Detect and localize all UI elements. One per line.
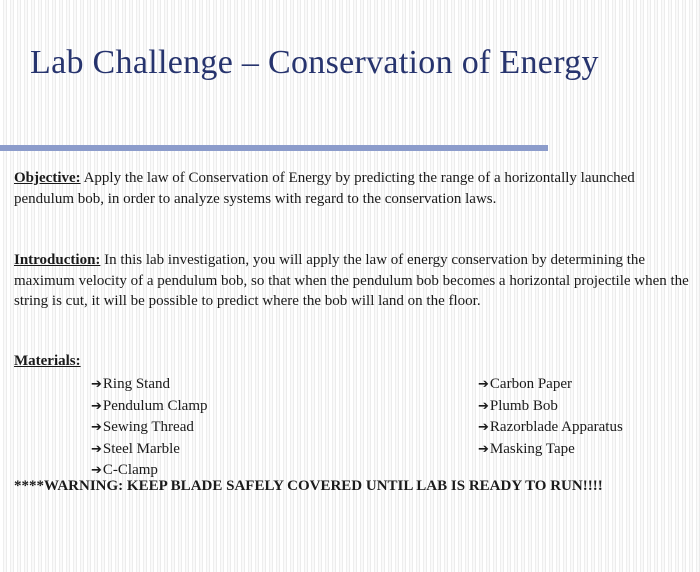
material-item: ➔Sewing Thread: [91, 419, 194, 435]
arrow-right-icon: ➔: [478, 441, 489, 457]
arrow-right-icon: ➔: [478, 377, 489, 392]
slide-title: Lab Challenge – Conservation of Energy: [30, 44, 599, 81]
material-item: ➔Masking Tape: [478, 440, 575, 457]
arrow-right-icon: ➔: [91, 463, 102, 478]
arrow-right-icon: ➔: [91, 377, 102, 392]
material-item: ➔Pendulum Clamp: [91, 397, 208, 414]
material-item: ➔C-Clamp: [91, 462, 158, 478]
material-item: ➔Carbon Paper: [478, 376, 572, 392]
warning-text: ****WARNING: KEEP BLADE SAFELY COVERED UNTIL LAB IS READY TO RUN!!!!: [14, 478, 603, 494]
introduction-text: In this lab investigation, you will apply the law of energy conservation by determining the maximum velocity of a pendulum bob, so that when the pendulum bob becomes a horizontal projectile when the string is cut, it will be possible to predict where the bob will land on the floor.: [14, 252, 689, 309]
introduction-heading: Introduction:: [14, 252, 101, 268]
material-item: ➔Steel Marble: [91, 440, 180, 457]
materials-heading: Materials:: [14, 353, 81, 369]
materials-list-right: [478, 374, 623, 460]
objective-paragraph: [14, 168, 690, 209]
objective-heading: Objective:: [14, 170, 81, 186]
material-item: ➔Ring Stand: [91, 376, 170, 392]
arrow-right-icon: ➔: [91, 420, 102, 435]
material-item: ➔Plumb Bob: [478, 397, 558, 414]
arrow-right-icon: ➔: [91, 398, 102, 414]
arrow-right-icon: ➔: [478, 398, 489, 414]
introduction-paragraph: [14, 250, 690, 312]
arrow-right-icon: ➔: [478, 420, 489, 435]
materials-list-left: [91, 374, 208, 482]
title-divider: [0, 145, 548, 151]
objective-text: Apply the law of Conservation of Energy by predicting the range of a horizontally launched pendulum bob, in order to analyze systems with regard to the conservation laws.: [14, 170, 635, 207]
arrow-right-icon: ➔: [91, 441, 102, 457]
material-item: ➔Razorblade Apparatus: [478, 419, 623, 435]
